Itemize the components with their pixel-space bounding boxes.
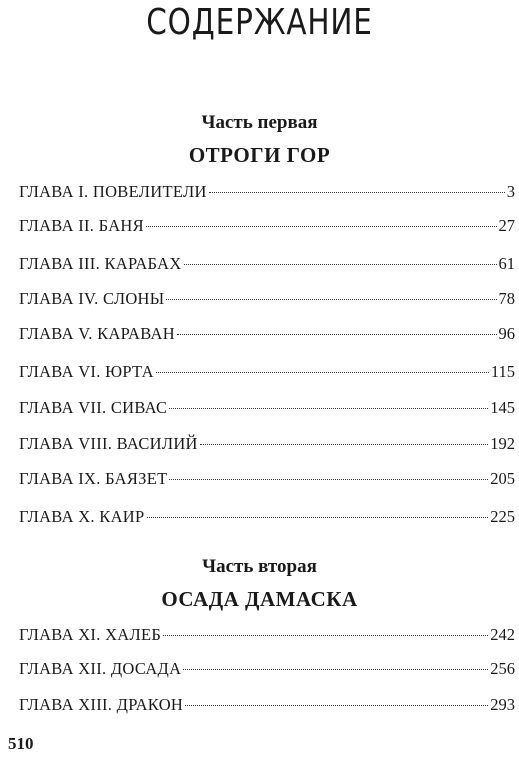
dot-leader bbox=[156, 371, 489, 373]
page-number: 115 bbox=[490, 362, 515, 381]
dot-leader bbox=[146, 225, 497, 227]
chapter-title: ГЛАВА XI. ХАЛЕБ bbox=[19, 625, 162, 644]
toc-heading: СОДЕРЖАНИЕ bbox=[146, 2, 373, 43]
page-number: 61 bbox=[498, 254, 515, 273]
page-number: 192 bbox=[490, 434, 515, 453]
dot-leader bbox=[169, 478, 488, 480]
part-2-title: ОСАДА ДАМАСКА bbox=[161, 587, 358, 611]
part-1-title: ОТРОГИ ГОР bbox=[188, 143, 331, 167]
toc-entry[interactable] bbox=[19, 324, 515, 348]
chapter-title: ГЛАВА III. КАРАБАХ bbox=[19, 254, 182, 273]
toc-entry[interactable] bbox=[19, 695, 515, 719]
dot-leader bbox=[209, 191, 505, 193]
chapter-title: ГЛАВА I. ПОВЕЛИТЕЛИ bbox=[19, 182, 207, 201]
dot-leader bbox=[184, 263, 497, 265]
toc-entry[interactable] bbox=[19, 507, 515, 531]
toc-entry[interactable] bbox=[19, 362, 515, 386]
dot-leader bbox=[200, 443, 488, 445]
page-number: 225 bbox=[490, 507, 515, 526]
page-folio: 510 bbox=[8, 734, 34, 753]
page-number: 96 bbox=[498, 324, 515, 343]
part-1-label: Часть первая bbox=[201, 112, 318, 133]
dot-leader bbox=[166, 298, 496, 300]
toc-entry[interactable] bbox=[19, 182, 515, 206]
toc-entry[interactable] bbox=[19, 398, 515, 422]
chapter-title: ГЛАВА IV. СЛОНЫ bbox=[19, 289, 165, 308]
chapter-title: ГЛАВА X. КАИР bbox=[19, 507, 145, 526]
part-2-label: Часть вторая bbox=[202, 556, 317, 577]
toc-entry[interactable] bbox=[19, 289, 515, 313]
chapter-title: ГЛАВА VII. СИВАС bbox=[19, 398, 168, 417]
page-number: 27 bbox=[498, 216, 515, 235]
chapter-title: ГЛАВА XII. ДОСАДА bbox=[19, 659, 182, 678]
dot-leader bbox=[163, 634, 488, 636]
chapter-title: ГЛАВА VI. ЮРТА bbox=[19, 362, 154, 381]
page-number: 242 bbox=[490, 625, 515, 644]
toc-entry[interactable] bbox=[19, 216, 515, 240]
page-number: 205 bbox=[490, 469, 515, 488]
toc-entry[interactable] bbox=[19, 254, 515, 278]
page-number: 256 bbox=[490, 659, 515, 678]
page-number: 293 bbox=[490, 695, 515, 714]
toc-entry[interactable] bbox=[19, 625, 515, 649]
dot-leader bbox=[147, 516, 489, 518]
page-number: 3 bbox=[506, 182, 515, 201]
dot-leader bbox=[185, 704, 488, 706]
chapter-title: ГЛАВА XIII. ДРАКОН bbox=[19, 695, 184, 714]
dot-leader bbox=[183, 668, 488, 670]
page-number: 145 bbox=[490, 398, 515, 417]
chapter-title: ГЛАВА IX. БАЯЗЕТ bbox=[19, 469, 168, 488]
dot-leader bbox=[177, 333, 497, 335]
chapter-title: ГЛАВА II. БАНЯ bbox=[19, 216, 144, 235]
chapter-title: ГЛАВА VIII. ВАСИЛИЙ bbox=[19, 434, 198, 453]
toc-entry[interactable] bbox=[19, 469, 515, 493]
toc-entry[interactable] bbox=[19, 434, 515, 458]
page-number: 78 bbox=[498, 289, 515, 308]
chapter-title: ГЛАВА V. КАРАВАН bbox=[19, 324, 175, 343]
toc-entry[interactable] bbox=[19, 659, 515, 683]
dot-leader bbox=[169, 407, 488, 409]
